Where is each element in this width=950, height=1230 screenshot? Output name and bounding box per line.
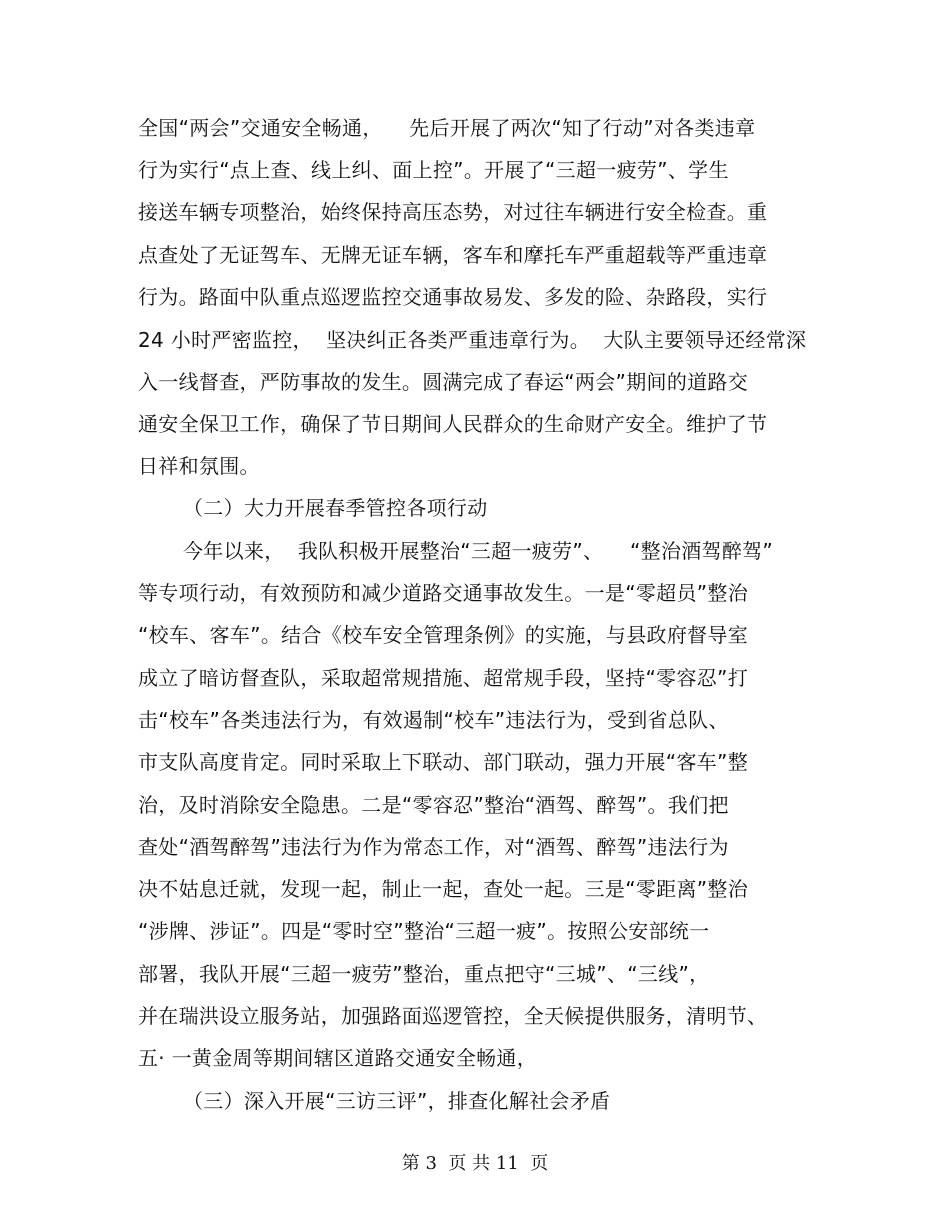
body-text-line: 点查处了无证驾车、无牌无证车辆，客车和摩托车严重超载等严重违章 bbox=[138, 243, 768, 267]
body-text-line: 并在瑞洪设立服务站，加强路面巡逻管控，全天候提供服务，清明节、 bbox=[138, 1004, 768, 1028]
body-text-line: 五· 一黄金周等期间辖区道路交通安全畅通， bbox=[138, 1046, 538, 1070]
body-text-line: 等专项行动，有效预防和减少道路交通事故发生。一是“零超员”整治 bbox=[138, 581, 749, 605]
section-heading: （二）大力开展春季管控各项行动 bbox=[183, 496, 488, 520]
body-text-line: 市支队高度肯定。同时采取上下联动、部门联动，强力开展“客车”整 bbox=[138, 750, 749, 774]
body-text-line: 查处“酒驾醉驾”违法行为作为常态工作，对“酒驾、醉驾”违法行为 bbox=[138, 835, 729, 859]
body-text-line: 行为实行“点上查、线上纠、面上控”。开展了“三超一疲劳”、学生 bbox=[138, 158, 729, 182]
body-text-line: 击“校车”各类违法行为，有效遏制“校车”违法行为，受到省总队、 bbox=[138, 708, 729, 732]
body-text-line: 接送车辆专项整治，始终保持高压态势，对过往车辆进行安全检查。重 bbox=[138, 200, 768, 224]
page-number-footer: 第 3 页 共 11 页 bbox=[401, 1153, 549, 1174]
body-text-line: 行为。路面中队重点巡逻监控交通事故易发、多发的险、杂路段，实行 bbox=[138, 285, 768, 309]
section-heading: （三）深入开展“三访三评”，排查化解社会矛盾 bbox=[183, 1089, 611, 1113]
body-text-line: “校车、客车”。结合《校车安全管理条例》的实施，与县政府督导室 bbox=[138, 623, 749, 647]
body-text-line: 入一线督查，严防事故的发生。圆满完成了春运“两会”期间的道路交 bbox=[138, 370, 749, 394]
body-text-line: 24 小时严密监控， 坚决纠正各类严重违章行为。 大队主要领导还经常深 bbox=[138, 328, 807, 352]
body-text-line: 成立了暗访督查队，采取超常规措施、超常规手段，坚持“零容忍”打 bbox=[138, 666, 749, 690]
body-text-line: “涉牌、涉证”。四是“零时空”整治“三超一疲”。按照公安部统一 bbox=[138, 919, 710, 943]
body-text-line: 决不姑息迁就，发现一起，制止一起，查处一起。三是“零距离”整治 bbox=[138, 877, 749, 901]
body-text-line: 日祥和氛围。 bbox=[138, 454, 260, 478]
body-text-line: 治，及时消除安全隐患。二是“零容忍”整治“酒驾、醉驾”。我们把 bbox=[138, 793, 729, 817]
body-text-line: 全国“两会”交通安全畅通， 先后开展了两次“知了行动”对各类违章 bbox=[138, 116, 756, 140]
body-text-line: 通安全保卫工作，确保了节日期间人民群众的生命财产安全。维护了节 bbox=[138, 412, 768, 436]
body-text-line: 部署，我队开展“三超一疲劳”整治，重点把守“三城”、“三线”， bbox=[138, 962, 710, 986]
body-text-line: 今年以来， 我队积极开展整治“三超一疲劳”、 “整治酒驾醉驾” bbox=[183, 539, 774, 563]
